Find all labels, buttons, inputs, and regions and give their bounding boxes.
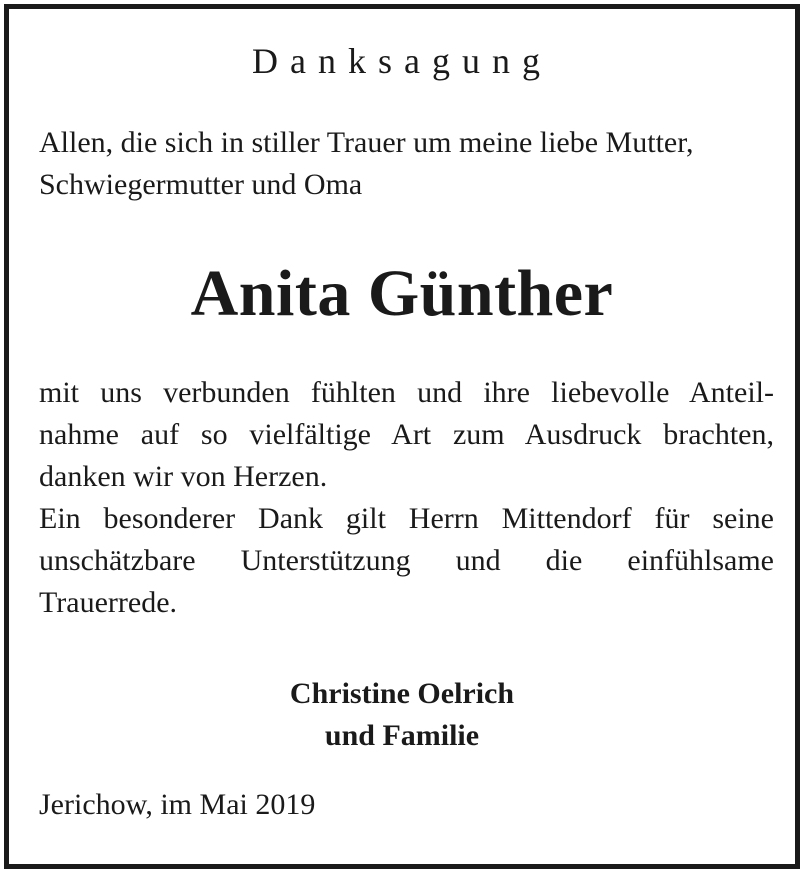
signature-line: und Familie (324, 719, 480, 752)
body-line: danken wir von Herzen. (39, 460, 328, 493)
notice-heading: Danksagung (252, 41, 552, 81)
notice-frame (4, 4, 800, 869)
body-line: Ein besonderer Dank gilt Herrn Mittendorf für seine (39, 502, 774, 535)
signature-line: Christine Oelrich (289, 677, 515, 710)
intro-text (39, 122, 774, 206)
intro-line: Schwiegermutter und Oma (39, 168, 363, 201)
body-line: mit uns verbunden fühlten und ihre liebevolle Anteil- (39, 376, 774, 409)
deceased-name: Anita Günther (190, 257, 614, 330)
body-text (39, 372, 774, 624)
body-line: unschätzbare Unterstützung und die einfühlsame (39, 544, 774, 577)
body-line: Trauerrede. (39, 586, 178, 619)
intro-line: Allen, die sich in stiller Trauer um meine liebe Mutter, (39, 126, 694, 159)
body-line: nahme auf so vielfältige Art zum Ausdruck brachten, (39, 418, 774, 451)
place-date: Jerichow, im Mai 2019 (39, 788, 316, 821)
signature (9, 673, 795, 757)
